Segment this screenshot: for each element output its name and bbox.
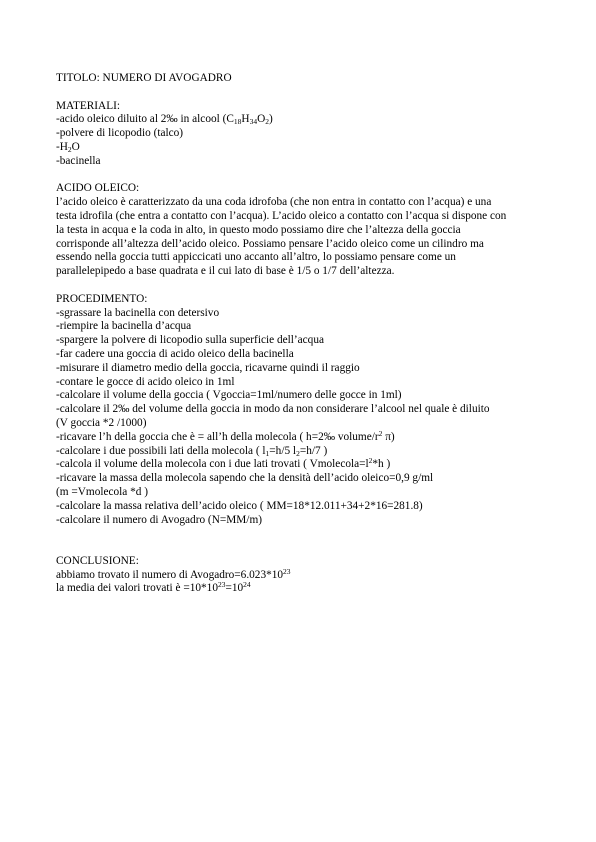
procedure-step: -contare le gocce di acido oleico in 1ml [56,375,235,388]
procedure-heading: PROCEDIMENTO: [56,292,148,305]
procedure-step: -calcolare la massa relativa dell’acido oleico ( MM=18*12.011+34+2*16=281.8) [56,499,423,512]
materials-item-basin: -bacinella [56,154,101,167]
oleic-text-line: la testa in acqua e la coda in alto, in questo modo possiamo dire che l’altezza della goccia [56,223,461,236]
procedure-step: -spargere la polvere di licopodio sulla superficie dell’acqua [56,334,324,347]
materials-item-powder: -polvere di licopodio (talco) [56,127,184,140]
procedure-step: -far cadere una goccia di acido oleico della bacinella [56,347,294,360]
procedure-section [56,293,546,528]
procedure-step: -calcolare i due possibili lati della molecola ( $l_1=h/5$ $l_2=h/7$ ) [56,444,328,458]
procedure-step: -calcola il volume della molecola con i due lati trovati ( $Vmolecola=l^2*h$ ) [56,456,391,471]
procedure-step: -ricavare l’h della goccia che è = all’h della molecola ( h=2‰ volume/$r^2$ π) [56,428,395,443]
oleic-text-line: corrisponde all’altezza dell’acido oleico. Possiamo pensare l’acido oleico come un cilindro ma [56,237,484,250]
materials-heading: MATERIALI: [56,99,121,112]
procedure-step: -ricavare la massa della molecola sapendo che la densità dell’acido oleico=0,9 g/ml [56,472,434,485]
procedure-step: -calcolare il 2‰ del volume della goccia in modo da non considerare l’alcool nel quale è diluito [56,403,490,416]
materials-item-oleic-acid: -acido oleico diluito al 2‰ in alcool $(C_{18}H_{34}O_2)$ [56,113,273,127]
document-title: TITOLO: NUMERO DI AVOGADRO [56,72,232,84]
document-page [56,72,546,596]
conclusion-section [56,555,546,596]
oleic-text-line: parallelepipedo a base quadrata e il cui lato di base è 1/5 o 1/7 dell’altezza. [56,265,395,278]
oleic-text-line: testa idrofila (che entra a contatto con l’acqua). L’acido oleico a contatto con l’acqua si dispone con [56,209,507,222]
procedure-step: -sgrassare la bacinella con detersivo [56,306,220,319]
oleic-acid-section [56,182,546,279]
materials-section [56,100,546,169]
oleic-text-line: essendo nella goccia tutti appiccicati uno accanto all’altro, lo possiamo pensare come un [56,251,456,264]
procedure-step: -riempire la bacinella d’acqua [56,320,192,333]
procedure-step: (m =Vmolecola *d ) [56,485,149,498]
procedure-step: (V goccia *2 /1000) [56,416,147,429]
materials-item-water: $-H_2O$ [56,140,80,154]
procedure-step: -calcolare il volume della goccia ( Vgoccia=1ml/numero delle gocce in 1ml) [56,389,402,402]
procedure-step: -calcolare il numero di Avogadro (N=MM/m) [56,513,262,526]
oleic-heading: ACIDO OLEICO: [56,182,140,195]
procedure-step: -misurare il diametro medio della goccia, ricavarne quindi il raggio [56,361,360,374]
conclusion-line: la media dei valori trovati è $=10*10^{23}=10^{24}$ [56,580,251,595]
oleic-text-line: l’acido oleico è caratterizzato da una coda idrofoba (che non entra in contatto con l’acqua) e una [56,196,492,209]
conclusion-heading: CONCLUSIONE: [56,554,139,567]
conclusion-line: abbiamo trovato il numero di $Avogadro=6.023*10^{23}$ [56,566,291,581]
